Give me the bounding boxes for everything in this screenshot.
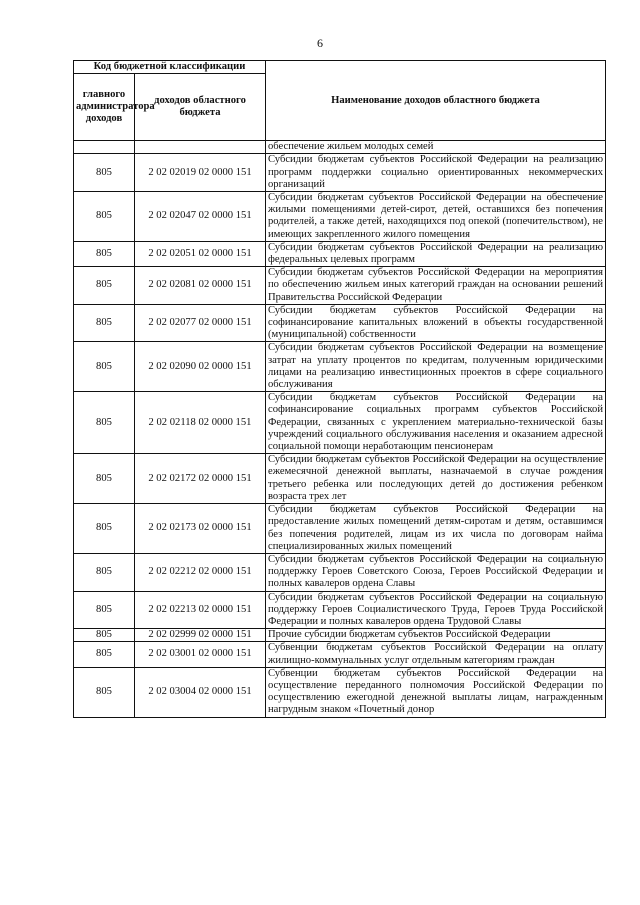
admin-cell: 805	[74, 267, 135, 305]
admin-cell: 805	[74, 392, 135, 454]
code-cell: 2 02 02118 02 0000 151	[135, 392, 266, 454]
description-cell: Субсидии бюджетам субъектов Российской Федерации на обеспечение жилыми помещениями детей-сирот, детей, оставшихся без попечения родителей, а также детей, находящихся под опекой (попечительством), не имеющих закрепленного жилого помещения	[266, 192, 606, 242]
continuation-row	[74, 141, 606, 154]
table-row	[74, 454, 606, 504]
budget-classification-table	[73, 60, 606, 718]
header-col-code: доходов областного бюджета	[135, 74, 266, 141]
code-cell: 2 02 02090 02 0000 151	[135, 342, 266, 392]
table-row	[74, 629, 606, 642]
header-group-title: Код бюджетной классификации	[74, 61, 266, 74]
description-cell: Субсидии бюджетам субъектов Российской Федерации на социальную поддержку Героев Советского Союза, Героев Российской Федерации и полных кавалеров ордена Славы	[266, 553, 606, 591]
code-cell: 2 02 02019 02 0000 151	[135, 154, 266, 192]
code-cell: 2 02 02172 02 0000 151	[135, 454, 266, 504]
admin-cell: 805	[74, 192, 135, 242]
admin-cell: 805	[74, 553, 135, 591]
description-cell: Субсидии бюджетам субъектов Российской Федерации на предоставление жилых помещений детям-сиротам и детям, оставшимся без попечения родителей, лицам из их числа по договорам найма специализированных жилых помещений	[266, 504, 606, 554]
admin-cell: 805	[74, 629, 135, 642]
code-cell: 2 02 02213 02 0000 151	[135, 591, 266, 629]
admin-cell: 805	[74, 642, 135, 667]
continuation-code-cell	[135, 141, 266, 154]
admin-cell: 805	[74, 667, 135, 717]
code-cell: 2 02 03001 02 0000 151	[135, 642, 266, 667]
table-row	[74, 154, 606, 192]
description-cell: Субсидии бюджетам субъектов Российской Федерации на социальную поддержку Героев Социалистического Труда, Героев Труда Российской Федерации и полных кавалеров ордена Трудовой Славы	[266, 591, 606, 629]
table-row	[74, 342, 606, 392]
code-cell: 2 02 02212 02 0000 151	[135, 553, 266, 591]
admin-cell: 805	[74, 591, 135, 629]
table-row	[74, 267, 606, 305]
table-row	[74, 504, 606, 554]
description-cell: Субсидии бюджетам субъектов Российской Федерации на реализацию программ поддержки социально ориентированных некоммерческих организаций	[266, 154, 606, 192]
header-col-name: Наименование доходов областного бюджета	[266, 61, 606, 141]
description-cell: Субсидии бюджетам субъектов Российской Федерации на софинансирование капитальных вложений в объекты государственной (муниципальной) собственности	[266, 304, 606, 342]
page-number: 6	[317, 36, 323, 50]
admin-cell: 805	[74, 342, 135, 392]
description-cell: Субвенции бюджетам субъектов Российской Федерации на осуществление переданного полномочия Российской Федерации по осуществлению ежегодной денежной выплаты лицам, награжденным нагрудным знаком «Почетный донор	[266, 667, 606, 717]
code-cell: 2 02 02077 02 0000 151	[135, 304, 266, 342]
table-row	[74, 304, 606, 342]
table-row	[74, 392, 606, 454]
description-cell: Субсидии бюджетам субъектов Российской Федерации на софинансирование социальных программ субъектов Российской Федерации, связанных с укреплением материально-технической базы учреждений социального обслуживания населения и оказанием адресной социальной помощи неработающим пенсионерам	[266, 392, 606, 454]
description-cell: Субсидии бюджетам субъектов Российской Федерации на возмещение затрат на уплату процентов по кредитам, полученным юридическими лицами на реализацию инвестиционных проектов в сфере социального обслуживания	[266, 342, 606, 392]
continuation-admin-cell	[74, 141, 135, 154]
table-row	[74, 553, 606, 591]
header-col-admin: главного администратора доходов	[74, 74, 135, 141]
table-row	[74, 192, 606, 242]
admin-cell: 805	[74, 504, 135, 554]
admin-cell: 805	[74, 454, 135, 504]
code-cell: 2 02 02081 02 0000 151	[135, 267, 266, 305]
admin-cell: 805	[74, 154, 135, 192]
admin-cell: 805	[74, 304, 135, 342]
description-cell: Субсидии бюджетам субъектов Российской Федерации на реализацию федеральных целевых программ	[266, 241, 606, 266]
table-row	[74, 241, 606, 266]
code-cell: 2 02 03004 02 0000 151	[135, 667, 266, 717]
code-cell: 2 02 02999 02 0000 151	[135, 629, 266, 642]
table-row	[74, 642, 606, 667]
description-cell: Субвенции бюджетам субъектов Российской Федерации на оплату жилищно-коммунальных услуг отдельным категориям граждан	[266, 642, 606, 667]
table-row	[74, 667, 606, 717]
table-row	[74, 591, 606, 629]
header-row-top	[74, 61, 606, 74]
description-cell: Субсидии бюджетам субъектов Российской Федерации на мероприятия по обеспечению жильем иных категорий граждан на основании решений Правительства Российской Федерации	[266, 267, 606, 305]
code-cell: 2 02 02047 02 0000 151	[135, 192, 266, 242]
description-cell: Прочие субсидии бюджетам субъектов Российской Федерации	[266, 629, 606, 642]
code-cell: 2 02 02051 02 0000 151	[135, 241, 266, 266]
code-cell: 2 02 02173 02 0000 151	[135, 504, 266, 554]
admin-cell: 805	[74, 241, 135, 266]
description-cell: Субсидии бюджетам субъектов Российской Федерации на осуществление ежемесячной денежной выплаты, назначаемой в случае рождения третьего ребенка или последующих детей до достижения ребенком возраста трех лет	[266, 454, 606, 504]
continuation-desc-cell: обеспечение жильем молодых семей	[266, 141, 606, 154]
